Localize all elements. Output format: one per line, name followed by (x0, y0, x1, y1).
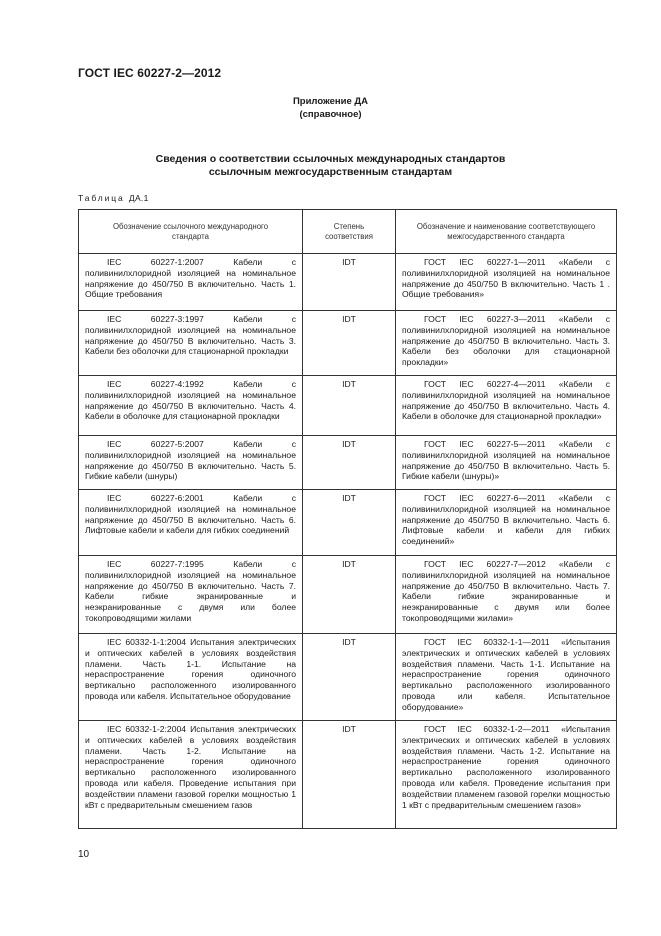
table-caption-number: ДА.1 (128, 193, 149, 203)
header-degree-of-correspondence: Степень соответствия (303, 210, 396, 254)
table-row (79, 634, 617, 721)
degree-cell: IDT (303, 254, 396, 311)
table-row (79, 490, 617, 556)
section-title (0, 153, 661, 179)
degree-cell: IDT (303, 490, 396, 556)
annex-title: Приложение ДА (292, 96, 369, 107)
table-row (79, 311, 617, 376)
annex-subtitle: (справочное) (299, 109, 362, 120)
interstate-standard-cell: ГОСТ IEC 60332-1-2—2011 «Испытания электрических и оптических кабелей в условиях воздействия пламени. Часть 1-2. Испытание на нераспространение горения одиночного вертикально расположенного изолированного провода или кабеля. Проведение испытания при воздействии пламенем газовой горелки мощностью 1 кВт с предварительным смешением газов» (396, 721, 617, 829)
table-header-row (79, 210, 617, 254)
intl-standard-cell: IEC 60332-1-1:2004 Испытания электрических и оптических кабелей в условиях воздействия пламени. Часть 1-1. Испытание на нераспространение горения одиночного вертикально расположенного изолированного провода или кабеля. Испытательное оборудование (79, 634, 303, 721)
header-international-standard: Обозначение ссылочного международного стандарта (79, 210, 303, 254)
degree-cell: IDT (303, 556, 396, 634)
intl-standard-cell: IEC 60227-6:2001 Кабели с поливинилхлоридной изоляцией на номинальное напряжение до 450/750 В включительно. Часть 6. Лифтовые кабели и кабели для гибких соединений (79, 490, 303, 556)
interstate-standard-cell: ГОСТ IEC 60332-1-1—2011 «Испытания электрических и оптических кабелей в условиях воздействия пламени. Часть 1-1. Испытание на нераспространение горения одиночного вертикально расположенного изолированного провода или кабеля. Испытательное оборудование» (396, 634, 617, 721)
intl-standard-cell: IEC 60227-1:2007 Кабели с поливинилхлоридной изоляцией на номинальное напряжение до 450/750 В включительно. Часть 1. Общие требования (79, 254, 303, 311)
annex-heading (0, 95, 661, 121)
table-row (79, 254, 617, 311)
intl-standard-cell: IEC 60227-4:1992 Кабели с поливинилхлоридной изоляцией на номинальное напряжение до 450/750 В включительно. Часть 4. Кабели в оболочке для стационарной прокладки (79, 376, 303, 436)
interstate-standard-cell: ГОСТ IEC 60227-7—2012 «Кабели с поливинилхлоридной изоляцией на номинальное напряжение до 450/750 В включительно. Часть 7. Кабели гибкие экранированные и неэкранированные с двумя или более токопроводящими жилами» (396, 556, 617, 634)
standards-correspondence-table (78, 209, 617, 829)
table-row (79, 721, 617, 829)
interstate-standard-cell: ГОСТ IEC 60227-3—2011 «Кабели с поливинилхлоридной изоляцией на номинальное напряжение до 450/750 В включительно. Часть 3. Кабели без оболочки для стационарной прокладки» (396, 311, 617, 376)
intl-standard-cell: IEC 60227-7:1995 Кабели с поливинилхлоридной изоляцией на номинальное напряжение до 450/750 В включительно. Часть 7. Кабели гибкие экранированные и неэкранированные с двумя или более токопроводящими жилами (79, 556, 303, 634)
table-caption-word: Таблица (78, 193, 125, 203)
degree-cell: IDT (303, 376, 396, 436)
interstate-standard-cell: ГОСТ IEC 60227-4—2011 «Кабели с поливинилхлоридной изоляцией на номинальное напряжение до 450/750 В включительно. Часть 4. Кабели в оболочке для стационарной прокладки» (396, 376, 617, 436)
intl-standard-cell: IEC 60332-1-2:2004 Испытания электрических и оптических кабелей в условиях воздействия пламени. Часть 1-2. Испытание на нераспространение горения одиночного вертикально расположенного изолированного провода или кабеля. Проведение испытания при воздействии пламени газовой горелки мощностью 1 кВт с предварительным смешением газов (79, 721, 303, 829)
interstate-standard-cell: ГОСТ IEC 60227-6—2011 «Кабели с поливинилхлоридной изоляцией на номинальное напряжение до 450/750 В включительно. Часть 6. Лифтовые кабели и кабели для гибких соединений» (396, 490, 617, 556)
table-caption (78, 193, 149, 203)
section-title-line-1: Сведения о соответствии ссылочных международных стандартов (155, 153, 506, 165)
table-row (79, 376, 617, 436)
intl-standard-cell: IEC 60227-3:1997 Кабели с поливинилхлоридной изоляцией на номинальное напряжение до 450/750 В включительно. Часть 3. Кабели без оболочки для стационарной прокладки (79, 311, 303, 376)
header-interstate-standard: Обозначение и наименование соответствующего межгосударственного стандарта (396, 210, 617, 254)
degree-cell: IDT (303, 311, 396, 376)
interstate-standard-cell: ГОСТ IEC 60227-5—2011 «Кабели с поливинилхлоридной изоляцией на номинальное напряжение до 450/750 В включительно. Часть 5. Гибкие кабели (шнуры)» (396, 436, 617, 490)
degree-cell: IDT (303, 634, 396, 721)
page-number: 10 (78, 849, 90, 860)
document-code-header: ГОСТ IEC 60227-2—2012 (78, 66, 222, 80)
degree-cell: IDT (303, 436, 396, 490)
section-title-line-2: ссылочным межгосударственным стандартам (208, 166, 453, 178)
intl-standard-cell: IEC 60227-5:2007 Кабели с поливинилхлоридной изоляцией на номинальное напряжение до 450/750 В включительно. Часть 5. Гибкие кабели (шнуры) (79, 436, 303, 490)
interstate-standard-cell: ГОСТ IEC 60227-1—2011 «Кабели с поливинилхлоридной изоляцией на номинальное напряжение до 450/750 В включительно. Часть 1 . Общие требования» (396, 254, 617, 311)
table-row (79, 556, 617, 634)
table-row (79, 436, 617, 490)
degree-cell: IDT (303, 721, 396, 829)
